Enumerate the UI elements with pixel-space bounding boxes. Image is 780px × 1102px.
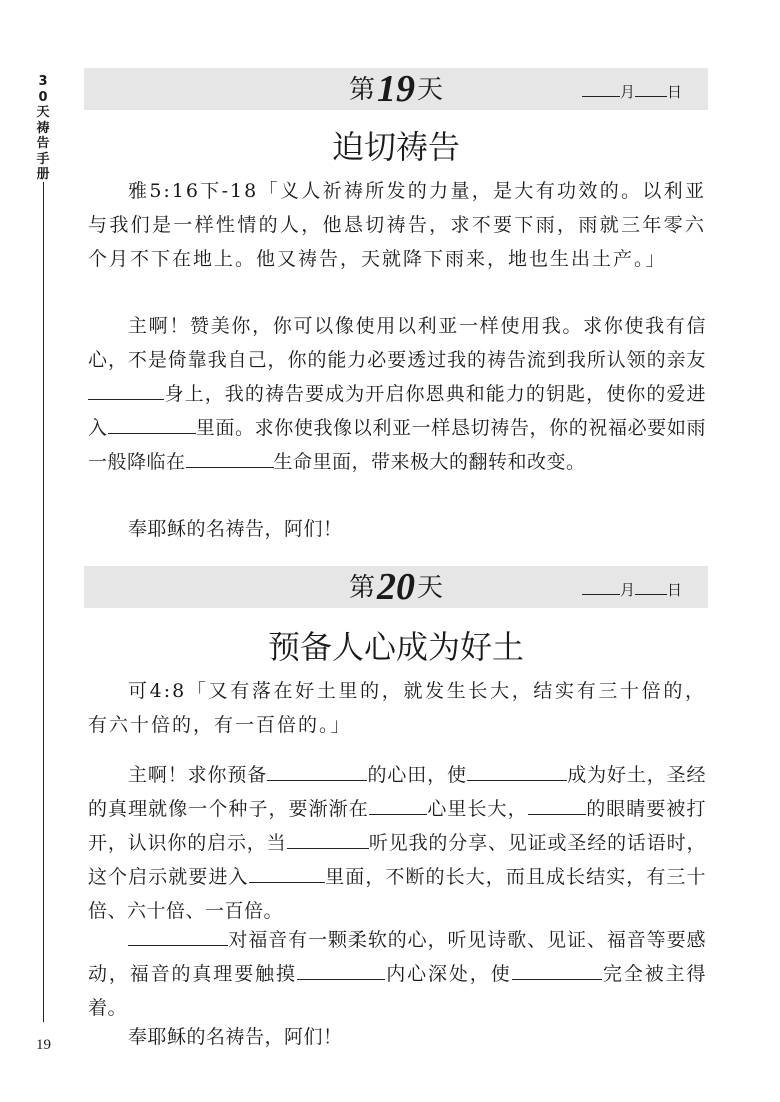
day-label: 日 [666, 581, 682, 599]
verse-ref: 雅5:16下-18 [128, 180, 259, 202]
book-title-char: 0 [38, 89, 48, 105]
book-title-vertical [30, 74, 56, 183]
day-suffix: 天 [417, 573, 444, 603]
fill-in-blank[interactable] [249, 864, 325, 883]
month-blank [582, 82, 620, 97]
day-number: 20 [377, 566, 415, 608]
fill-in-blank[interactable] [88, 381, 164, 400]
prayer-text: 成为好土，圣经的真理就像一个种子，要渐渐在 [88, 764, 706, 820]
prayer-text: 听见我的分享、见证或圣经的话语时，这个启示就要进入 [88, 832, 706, 888]
fill-in-blank[interactable] [369, 796, 427, 815]
fill-in-blank[interactable] [128, 927, 228, 946]
prayer-text: 心里长大， [426, 798, 528, 820]
day-19-header [84, 68, 708, 110]
day-blank [635, 82, 667, 97]
date-field [582, 579, 682, 600]
prayer-text: 完全被主得着。 [88, 963, 706, 1019]
prayer-text: 生命里面，带来极大的翻转和改变。 [273, 451, 586, 473]
day-label: 日 [666, 83, 682, 101]
verse-text: 「义人祈祷所发的力量，是大有功效的。以利亚与我们是一样性情的人，他恳切祷告，求不要下雨，雨就三年零六个月不下在地上。他又祷告，天就降下雨来，地也生出土产。」 [88, 180, 706, 270]
fill-in-blank[interactable] [267, 762, 367, 781]
fill-in-blank[interactable] [108, 415, 196, 434]
day-20-prayer-2 [88, 923, 706, 1025]
book-title-char: 3 [38, 74, 48, 89]
prayer-text: 主啊！赞美你，你可以像使用以利亚一样使用我。求你使我有信心，不是倚靠我自己，你的能力必要透过我的祷告流到我所认领的亲友 [88, 315, 706, 371]
prayer-text: 内心深处，使 [384, 963, 512, 985]
fill-in-blank[interactable] [186, 449, 274, 468]
sidebar-rule [43, 182, 44, 1022]
prayer-text: 里面，不断的长大，而且成长结实，有三十倍、六十倍、一百倍。 [88, 866, 706, 922]
day-prefix: 第 [348, 573, 375, 603]
prayer-text: 里面。求你使我像以利亚一样恳切祷告，你的祝福必要如雨一般降临在 [88, 417, 706, 473]
verse-ref: 可4:8 [128, 680, 187, 702]
day-20-closing: 奉耶稣的名祷告，阿们！ [128, 1026, 343, 1048]
book-title-char: 祷 [36, 120, 50, 136]
day-20-verse [88, 674, 706, 742]
fill-in-blank[interactable] [528, 796, 586, 815]
month-blank [582, 580, 620, 595]
prayer-text: 的心田，使 [367, 764, 467, 786]
book-title-char: 天 [36, 105, 50, 120]
prayer-text: 主啊！求你预备 [128, 764, 268, 786]
page-number: 19 [36, 1037, 51, 1053]
day-number: 19 [377, 68, 415, 110]
prayer-text: 身上，我的祷告要成为开启你恩典和能力的钥匙，使你的爱进入 [88, 383, 706, 439]
date-field [582, 81, 682, 102]
day-19-prayer [88, 309, 706, 479]
fill-in-blank[interactable] [297, 961, 385, 980]
prayer-text: 的眼睛要被打开，认识你的启示，当 [88, 798, 706, 854]
day-blank [635, 580, 667, 595]
book-title-char: 册 [36, 167, 50, 182]
month-label: 月 [619, 581, 635, 599]
prayer-text: 对福音有一颗柔软的心，听见诗歌、见证、福音等要感动，福音的真理要触摸 [88, 929, 706, 985]
fill-in-blank[interactable] [512, 961, 602, 980]
month-label: 月 [619, 83, 635, 101]
day-19-verse [88, 174, 706, 276]
day-20-header [84, 566, 708, 608]
day-19-title: 迫切祷告 [331, 128, 460, 166]
fill-in-blank[interactable] [467, 762, 567, 781]
day-20-title: 预备人心成为好土 [267, 628, 524, 666]
book-title-char: 手 [36, 151, 50, 167]
fill-in-blank[interactable] [287, 830, 369, 849]
day-20-prayer [88, 758, 706, 928]
verse-text: 「又有落在好土里的，就发生长大，结实有三十倍的，有六十倍的，有一百倍的。」 [88, 680, 706, 736]
day-suffix: 天 [417, 75, 444, 105]
day-prefix: 第 [348, 75, 375, 105]
day-19-closing: 奉耶稣的名祷告，阿们！ [128, 518, 343, 540]
book-title-char: 告 [36, 136, 50, 151]
